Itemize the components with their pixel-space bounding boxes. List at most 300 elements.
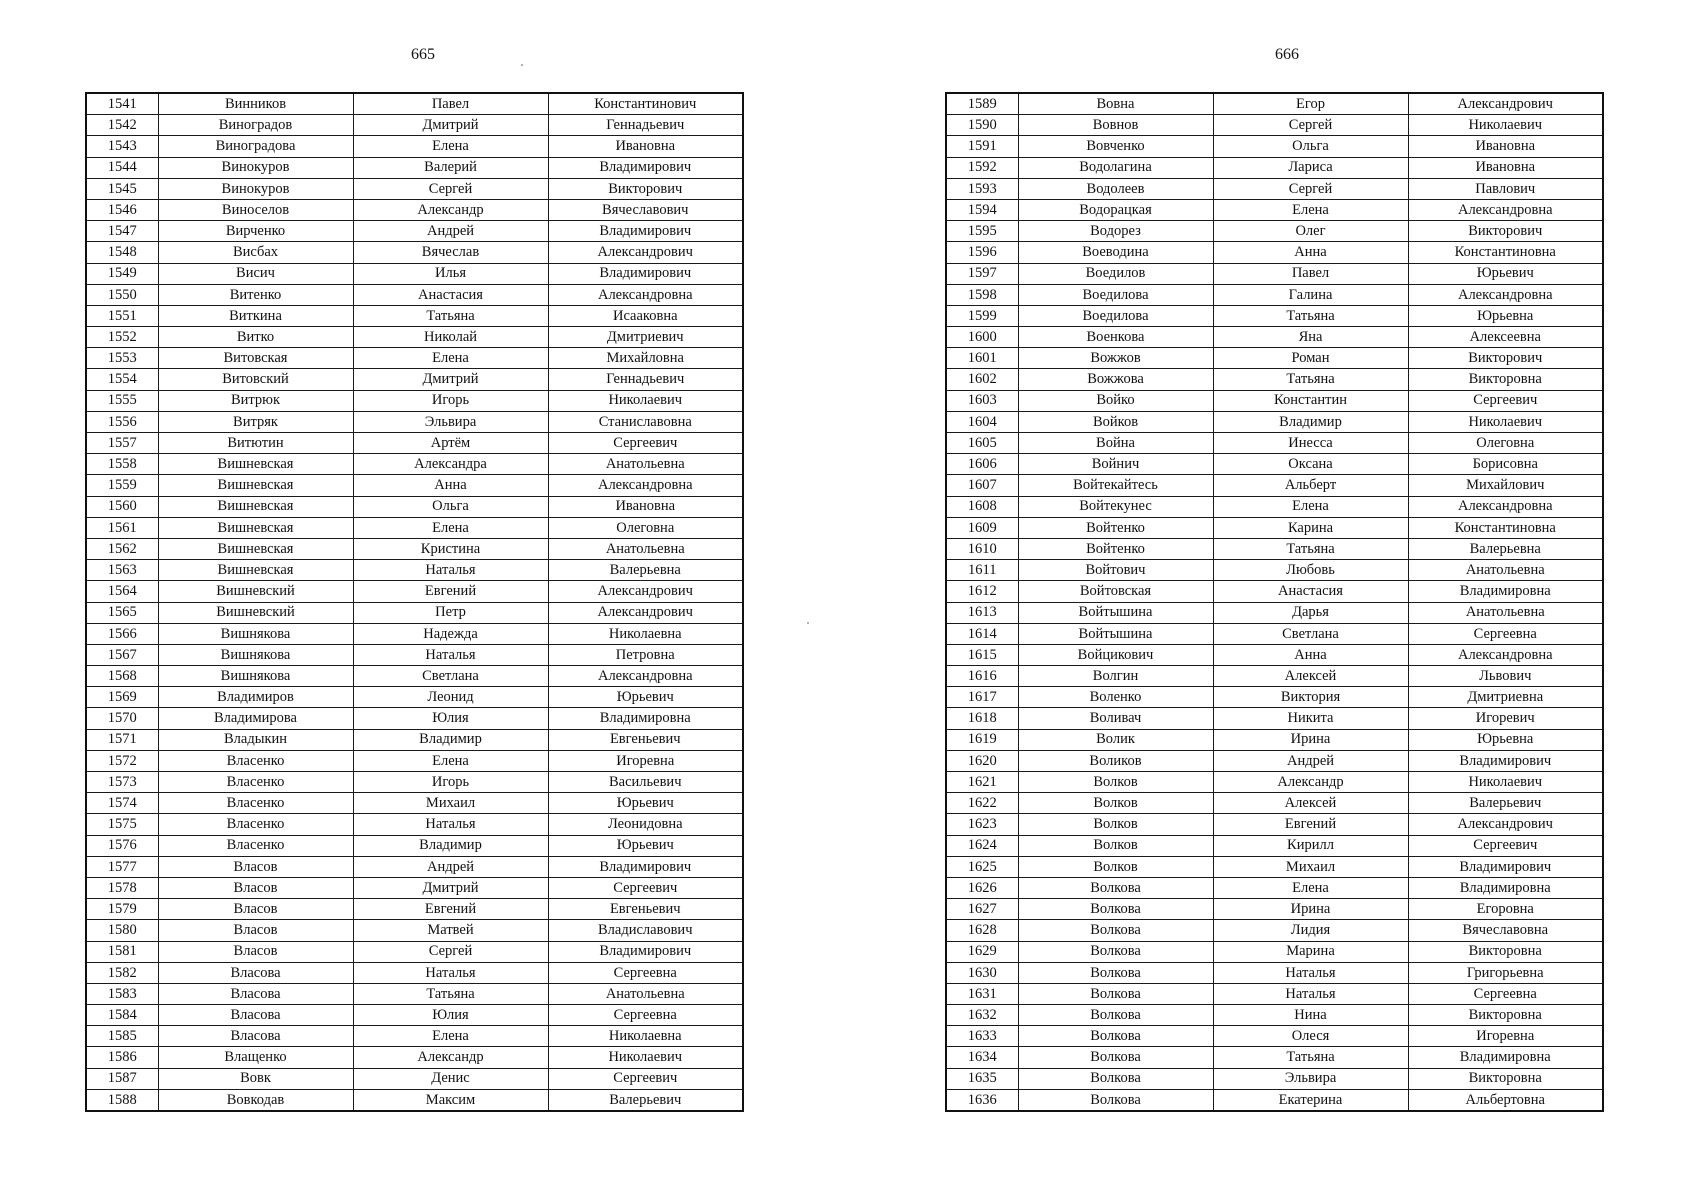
patronymic-cell: Владимировна [1408,581,1603,602]
row-number-cell: 1592 [946,157,1018,178]
first-name-cell: Александр [353,1047,548,1068]
table-row [946,666,1603,687]
table-row [86,750,743,771]
first-name-cell: Анна [353,475,548,496]
last-name-cell: Воедилова [1018,284,1213,305]
row-number-cell: 1598 [946,284,1018,305]
first-name-cell: Николай [353,327,548,348]
last-name-cell: Войтенко [1018,538,1213,559]
row-number-cell: 1609 [946,517,1018,538]
last-name-cell: Владимирова [158,708,353,729]
first-name-cell: Вячеслав [353,242,548,263]
table-row [946,136,1603,157]
last-name-cell: Водорацкая [1018,199,1213,220]
patronymic-cell: Владимировна [548,708,743,729]
row-number-cell: 1602 [946,369,1018,390]
last-name-cell: Войтышина [1018,623,1213,644]
table-row [86,1005,743,1026]
table-row [86,538,743,559]
first-name-cell: Константин [1213,390,1408,411]
row-number-cell: 1567 [86,644,158,665]
row-number-cell: 1616 [946,666,1018,687]
row-number-cell: 1603 [946,390,1018,411]
patronymic-cell: Ивановна [548,136,743,157]
row-number-cell: 1554 [86,369,158,390]
patronymic-cell: Олеговна [548,517,743,538]
patronymic-cell: Сергеевич [548,1068,743,1089]
table-row [946,305,1603,326]
first-name-cell: Елена [353,136,548,157]
table-row [86,666,743,687]
last-name-cell: Волик [1018,729,1213,750]
row-number-cell: 1617 [946,687,1018,708]
patronymic-cell: Евгеньевич [548,899,743,920]
first-name-cell: Елена [1213,199,1408,220]
last-name-cell: Витко [158,327,353,348]
table-row [946,221,1603,242]
table-row [86,1089,743,1111]
patronymic-cell: Константинович [548,93,743,115]
patronymic-cell: Анатольевна [1408,602,1603,623]
page-number-right: 666 [1275,46,1299,63]
table-row [86,93,743,115]
row-number-cell: 1586 [86,1047,158,1068]
last-name-cell: Вишневская [158,475,353,496]
table-row [86,433,743,454]
last-name-cell: Власова [158,983,353,1004]
last-name-cell: Волкова [1018,962,1213,983]
last-name-cell: Вовнов [1018,115,1213,136]
first-name-cell: Светлана [1213,623,1408,644]
table-row [946,178,1603,199]
last-name-cell: Вирченко [158,221,353,242]
first-name-cell: Яна [1213,327,1408,348]
first-name-cell: Елена [1213,496,1408,517]
last-name-cell: Власов [158,899,353,920]
row-number-cell: 1585 [86,1026,158,1047]
row-number-cell: 1562 [86,538,158,559]
first-name-cell: Петр [353,602,548,623]
patronymic-cell: Анатольевна [548,983,743,1004]
table-row [86,941,743,962]
row-number-cell: 1559 [86,475,158,496]
last-name-cell: Винников [158,93,353,115]
patronymic-cell: Геннадьевич [548,369,743,390]
last-name-cell: Вишневская [158,560,353,581]
first-name-cell: Татьяна [1213,1047,1408,1068]
patronymic-cell: Игоревна [548,750,743,771]
last-name-cell: Воленко [1018,687,1213,708]
first-name-cell: Максим [353,1089,548,1111]
row-number-cell: 1564 [86,581,158,602]
patronymic-cell: Юрьевна [1408,729,1603,750]
patronymic-cell: Юрьевич [548,793,743,814]
table-row [946,856,1603,877]
first-name-cell: Наталья [1213,983,1408,1004]
last-name-cell: Воеводина [1018,242,1213,263]
first-name-cell: Анна [1213,242,1408,263]
patronymic-cell: Николаевич [548,390,743,411]
first-name-cell: Ольга [1213,136,1408,157]
row-number-cell: 1605 [946,433,1018,454]
last-name-cell: Волков [1018,772,1213,793]
last-name-cell: Власов [158,941,353,962]
row-number-cell: 1550 [86,284,158,305]
last-name-cell: Витенко [158,284,353,305]
last-name-cell: Виткина [158,305,353,326]
patronymic-cell: Сергеевна [548,1005,743,1026]
last-name-cell: Власенко [158,750,353,771]
patronymic-cell: Ивановна [1408,136,1603,157]
patronymic-cell: Владиславович [548,920,743,941]
row-number-cell: 1601 [946,348,1018,369]
last-name-cell: Витряк [158,411,353,432]
last-name-cell: Волков [1018,793,1213,814]
table-row [86,454,743,475]
first-name-cell: Татьяна [353,983,548,1004]
row-number-cell: 1619 [946,729,1018,750]
first-name-cell: Инесса [1213,433,1408,454]
row-number-cell: 1571 [86,729,158,750]
patronymic-cell: Александровна [548,284,743,305]
patronymic-cell: Сергеевна [1408,983,1603,1004]
table-row [946,644,1603,665]
row-number-cell: 1591 [946,136,1018,157]
patronymic-cell: Анатольевна [1408,560,1603,581]
last-name-cell: Волкова [1018,1026,1213,1047]
last-name-cell: Власов [158,877,353,898]
table-row [946,433,1603,454]
patronymic-cell: Викторович [548,178,743,199]
first-name-cell: Лидия [1213,920,1408,941]
row-number-cell: 1560 [86,496,158,517]
row-number-cell: 1541 [86,93,158,115]
table-row [946,750,1603,771]
patronymic-cell: Юрьевич [1408,263,1603,284]
table-row [86,390,743,411]
last-name-cell: Воедилова [1018,305,1213,326]
table-row [86,178,743,199]
first-name-cell: Денис [353,1068,548,1089]
first-name-cell: Анастасия [353,284,548,305]
last-name-cell: Витовский [158,369,353,390]
table-row [946,729,1603,750]
last-name-cell: Войков [1018,411,1213,432]
table-row [946,560,1603,581]
last-name-cell: Волкова [1018,877,1213,898]
last-name-cell: Влащенко [158,1047,353,1068]
patronymic-cell: Владимировна [1408,877,1603,898]
patronymic-cell: Вячеславовна [1408,920,1603,941]
row-number-cell: 1561 [86,517,158,538]
last-name-cell: Волков [1018,856,1213,877]
patronymic-cell: Викторовна [1408,1068,1603,1089]
patronymic-cell: Валерьевич [548,1089,743,1111]
row-number-cell: 1548 [86,242,158,263]
table-row [946,517,1603,538]
last-name-cell: Вовченко [1018,136,1213,157]
row-number-cell: 1636 [946,1089,1018,1111]
table-row [946,115,1603,136]
first-name-cell: Кристина [353,538,548,559]
last-name-cell: Витовская [158,348,353,369]
first-name-cell: Сергей [1213,178,1408,199]
row-number-cell: 1621 [946,772,1018,793]
first-name-cell: Елена [353,517,548,538]
row-number-cell: 1629 [946,941,1018,962]
last-name-cell: Водорез [1018,221,1213,242]
row-number-cell: 1558 [86,454,158,475]
row-number-cell: 1595 [946,221,1018,242]
row-number-cell: 1613 [946,602,1018,623]
table-row [86,814,743,835]
first-name-cell: Матвей [353,920,548,941]
row-number-cell: 1608 [946,496,1018,517]
first-name-cell: Виктория [1213,687,1408,708]
patronymic-cell: Александровна [548,666,743,687]
patronymic-cell: Владимирович [548,263,743,284]
table-row [86,348,743,369]
last-name-cell: Висбах [158,242,353,263]
first-name-cell: Илья [353,263,548,284]
row-number-cell: 1597 [946,263,1018,284]
first-name-cell: Елена [353,750,548,771]
table-row [946,835,1603,856]
patronymic-cell: Николаевич [1408,115,1603,136]
last-name-cell: Волгин [1018,666,1213,687]
row-number-cell: 1572 [86,750,158,771]
table-row [86,284,743,305]
row-number-cell: 1611 [946,560,1018,581]
last-name-cell: Владыкин [158,729,353,750]
row-number-cell: 1632 [946,1005,1018,1026]
last-name-cell: Власенко [158,793,353,814]
last-name-cell: Вишневская [158,538,353,559]
first-name-cell: Михаил [353,793,548,814]
last-name-cell: Воликов [1018,750,1213,771]
last-name-cell: Винокуров [158,178,353,199]
table-row [946,941,1603,962]
patronymic-cell: Юрьевна [1408,305,1603,326]
first-name-cell: Евгений [353,899,548,920]
last-name-cell: Власов [158,920,353,941]
row-number-cell: 1565 [86,602,158,623]
first-name-cell: Ольга [353,496,548,517]
row-number-cell: 1580 [86,920,158,941]
first-name-cell: Любовь [1213,560,1408,581]
last-name-cell: Вишневская [158,496,353,517]
patronymic-cell: Игоревич [1408,708,1603,729]
first-name-cell: Михаил [1213,856,1408,877]
first-name-cell: Лариса [1213,157,1408,178]
row-number-cell: 1600 [946,327,1018,348]
patronymic-cell: Александрович [1408,93,1603,115]
first-name-cell: Дмитрий [353,115,548,136]
first-name-cell: Андрей [353,221,548,242]
first-name-cell: Наталья [353,962,548,983]
first-name-cell: Валерий [353,157,548,178]
first-name-cell: Александр [353,199,548,220]
patronymic-cell: Борисовна [1408,454,1603,475]
table-row [86,708,743,729]
patronymic-cell: Евгеньевич [548,729,743,750]
table-row [86,983,743,1004]
last-name-cell: Владимиров [158,687,353,708]
first-name-cell: Игорь [353,390,548,411]
table-row [946,263,1603,284]
table-row [86,327,743,348]
first-name-cell: Владимир [353,729,548,750]
table-row [946,983,1603,1004]
first-name-cell: Надежда [353,623,548,644]
table-row [946,157,1603,178]
first-name-cell: Игорь [353,772,548,793]
row-number-cell: 1626 [946,877,1018,898]
last-name-cell: Войтекайтесь [1018,475,1213,496]
first-name-cell: Елена [353,1026,548,1047]
first-name-cell: Татьяна [1213,305,1408,326]
first-name-cell: Роман [1213,348,1408,369]
first-name-cell: Евгений [1213,814,1408,835]
table-row [946,93,1603,115]
first-name-cell: Александра [353,454,548,475]
row-number-cell: 1557 [86,433,158,454]
table-row [946,327,1603,348]
patronymic-cell: Петровна [548,644,743,665]
row-number-cell: 1618 [946,708,1018,729]
table-row [86,877,743,898]
table-row [86,920,743,941]
last-name-cell: Вишневская [158,517,353,538]
first-name-cell: Дмитрий [353,877,548,898]
table-row [946,814,1603,835]
last-name-cell: Власенко [158,835,353,856]
patronymic-cell: Викторовна [1408,1005,1603,1026]
first-name-cell: Наталья [353,644,548,665]
patronymic-cell: Игоревна [1408,1026,1603,1047]
row-number-cell: 1633 [946,1026,1018,1047]
patronymic-cell: Ивановна [1408,157,1603,178]
row-number-cell: 1615 [946,644,1018,665]
table-row [946,475,1603,496]
roster-table-left [85,92,744,1112]
patronymic-cell: Викторовна [1408,941,1603,962]
patronymic-cell: Дмитриевна [1408,687,1603,708]
first-name-cell: Владимир [353,835,548,856]
table-row [86,793,743,814]
first-name-cell: Кирилл [1213,835,1408,856]
patronymic-cell: Альбертовна [1408,1089,1603,1111]
last-name-cell: Войцикович [1018,644,1213,665]
row-number-cell: 1549 [86,263,158,284]
table-row [86,263,743,284]
row-number-cell: 1607 [946,475,1018,496]
row-number-cell: 1575 [86,814,158,835]
last-name-cell: Войтекунес [1018,496,1213,517]
row-number-cell: 1556 [86,411,158,432]
last-name-cell: Власова [158,1026,353,1047]
row-number-cell: 1547 [86,221,158,242]
table-row [86,581,743,602]
table-row [946,623,1603,644]
table-row [946,581,1603,602]
first-name-cell: Татьяна [353,305,548,326]
table-row [86,242,743,263]
first-name-cell: Татьяна [1213,369,1408,390]
first-name-cell: Карина [1213,517,1408,538]
table-row [86,517,743,538]
table-row [86,369,743,390]
patronymic-cell: Исааковна [548,305,743,326]
last-name-cell: Волкова [1018,1005,1213,1026]
first-name-cell: Павел [1213,263,1408,284]
table-row [946,1068,1603,1089]
first-name-cell: Сергей [1213,115,1408,136]
first-name-cell: Дарья [1213,602,1408,623]
patronymic-cell: Валерьевич [1408,793,1603,814]
row-number-cell: 1578 [86,877,158,898]
table-row [86,115,743,136]
last-name-cell: Витютин [158,433,353,454]
first-name-cell: Ирина [1213,899,1408,920]
table-row [86,411,743,432]
patronymic-cell: Владимирович [548,941,743,962]
row-number-cell: 1610 [946,538,1018,559]
row-number-cell: 1570 [86,708,158,729]
patronymic-cell: Николаевич [1408,411,1603,432]
last-name-cell: Вишневский [158,581,353,602]
row-number-cell: 1624 [946,835,1018,856]
first-name-cell: Алексей [1213,793,1408,814]
row-number-cell: 1614 [946,623,1018,644]
row-number-cell: 1543 [86,136,158,157]
last-name-cell: Вожжов [1018,348,1213,369]
patronymic-cell: Олеговна [1408,433,1603,454]
first-name-cell: Альберт [1213,475,1408,496]
last-name-cell: Власов [158,856,353,877]
first-name-cell: Андрей [1213,750,1408,771]
table-row [86,729,743,750]
row-number-cell: 1546 [86,199,158,220]
row-number-cell: 1544 [86,157,158,178]
patronymic-cell: Леонидовна [548,814,743,835]
row-number-cell: 1622 [946,793,1018,814]
patronymic-cell: Сергеевич [548,877,743,898]
row-number-cell: 1581 [86,941,158,962]
table-row [86,623,743,644]
patronymic-cell: Дмитриевич [548,327,743,348]
patronymic-cell: Александровна [1408,496,1603,517]
last-name-cell: Войтовская [1018,581,1213,602]
roster-table-right [945,92,1604,1112]
table-row [946,1026,1603,1047]
patronymic-cell: Юрьевич [548,687,743,708]
first-name-cell: Олег [1213,221,1408,242]
table-row [946,199,1603,220]
patronymic-cell: Сергеевич [1408,390,1603,411]
patronymic-cell: Геннадьевич [548,115,743,136]
first-name-cell: Александр [1213,772,1408,793]
row-number-cell: 1573 [86,772,158,793]
row-number-cell: 1620 [946,750,1018,771]
patronymic-cell: Ивановна [548,496,743,517]
last-name-cell: Виноградова [158,136,353,157]
table-row [946,411,1603,432]
last-name-cell: Войтенко [1018,517,1213,538]
last-name-cell: Вишнякова [158,644,353,665]
last-name-cell: Вишнякова [158,623,353,644]
patronymic-cell: Викторович [1408,348,1603,369]
